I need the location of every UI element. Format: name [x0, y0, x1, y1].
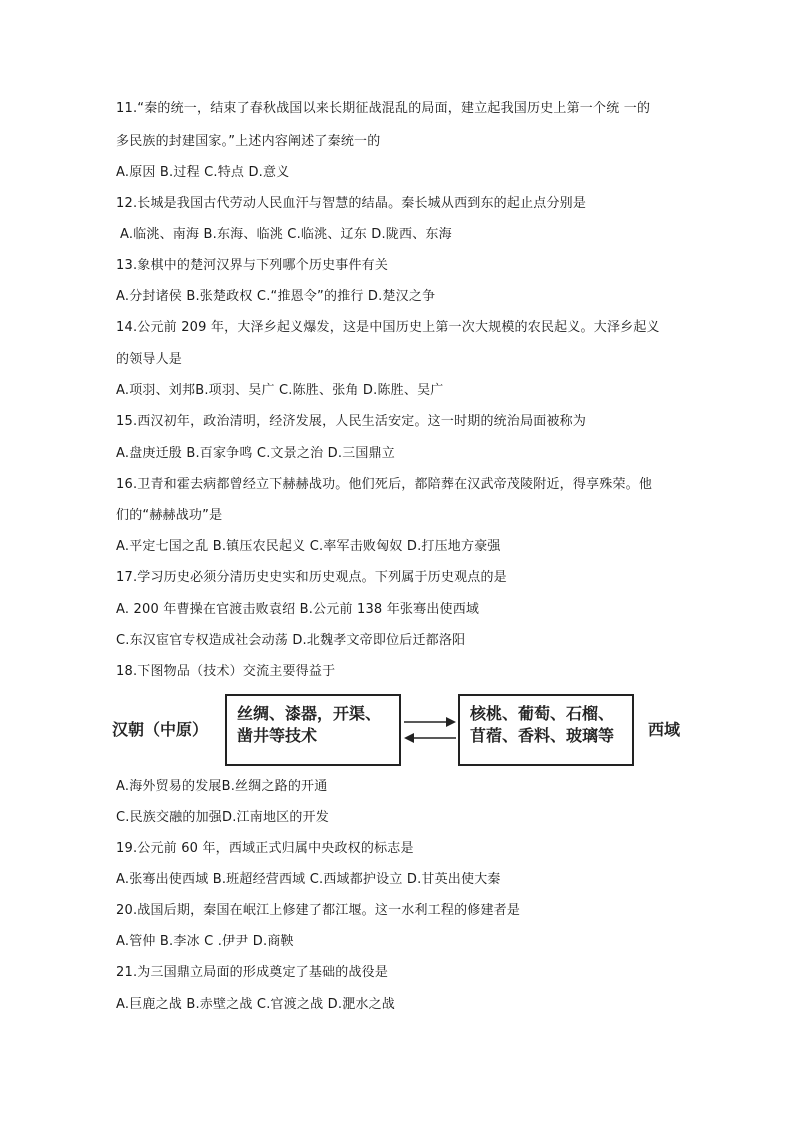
diagram-right-box-line2: 苜蓿、香料、玻璃等	[470, 726, 615, 745]
q17-options1: A. 200 年曹操在官渡击败袁绍 B.公元前 138 年张骞出使西域	[116, 602, 480, 617]
q17-options2: C.东汉宦官专权造成社会动荡 D.北魏孝文帝即位后迁都洛阳	[116, 633, 466, 648]
diagram-left-label: 汉朝（中原）	[112, 720, 209, 739]
q12-options: A.临洮、南海 B.东海、临洮 C.临洮、辽东 D.陇西、东海	[120, 227, 452, 242]
q14-line1: 14.公元前 209 年，大泽乡起义爆发，这是中国历史上第一次大规模的农民起义。大泽乡起义	[116, 320, 660, 335]
q13-options: A.分封诸侯 B.张楚政权 C.“推恩令”的推行 D.楚汉之争	[116, 289, 436, 304]
q15-options: A.盘庚迁殷 B.百家争鸣 C.文景之治 D.三国鼎立	[116, 446, 395, 461]
q14-options: A.项羽、刘邦B.项羽、吴广 C.陈胜、张角 D.陈胜、吴广	[116, 383, 444, 398]
q11-options: A.原因 B.过程 C.特点 D.意义	[116, 165, 290, 180]
q16-line2: 们的“赫赫战功”是	[116, 508, 223, 523]
q17-line1: 17.学习历史必须分清历史史实和历史观点。下列属于历史观点的是	[116, 570, 507, 585]
q18-options2: C.民族交融的加强D.江南地区的开发	[116, 810, 329, 825]
diagram-left-box	[225, 694, 401, 766]
q18-line1: 18.下图物品（技术）交流主要得益于	[116, 664, 336, 679]
q20-line1: 20.战国后期，秦国在岷江上修建了都江堰。这一水利工程的修建者是	[116, 903, 521, 918]
diagram-right-label: 西域	[648, 720, 681, 739]
q14-line2: 的领导人是	[116, 352, 183, 367]
diagram-right-box	[458, 694, 634, 766]
exchange-arrows-icon	[402, 710, 458, 750]
q21-options: A.巨鹿之战 B.赤壁之战 C.官渡之战 D.淝水之战	[116, 997, 395, 1012]
diagram-left-box-line1: 丝绸、漆器，开渠、	[237, 704, 382, 723]
q15-line1: 15.西汉初年，政治清明，经济发展，人民生活安定。这一时期的统治局面被称为	[116, 414, 587, 429]
q21-line1: 21.为三国鼎立局面的形成奠定了基础的战役是	[116, 965, 389, 980]
q11-line2: 多民族的封建国家。”上述内容阐述了秦统一的	[116, 134, 381, 149]
q19-line1: 19.公元前 60 年，西域正式归属中央政权的标志是	[116, 841, 414, 856]
diagram-right-box-line1: 核桃、葡萄、石榴、	[470, 704, 615, 723]
q16-options: A.平定七国之乱 B.镇压农民起义 C.率军击败匈奴 D.打压地方豪强	[116, 539, 501, 554]
q12-line1: 12.长城是我国古代劳动人民血汗与智慧的结晶。秦长城从西到东的起止点分别是	[116, 196, 587, 211]
q18-options1: A.海外贸易的发展B.丝绸之路的开通	[116, 779, 328, 794]
q11-line1: 11.“秦的统一，结束了春秋战国以来长期征战混乱的局面，建立起我国历史上第一个统 一的	[116, 101, 651, 116]
diagram-left-box-line2: 凿井等技术	[237, 726, 318, 745]
q20-options: A.管仲 B.李冰 C .伊尹 D.商鞅	[116, 934, 294, 949]
trade-diagram	[112, 692, 702, 774]
q16-line1: 16.卫青和霍去病都曾经立下赫赫战功。他们死后，都陪葬在汉武帝茂陵附近，得享殊荣。他	[116, 477, 653, 492]
q19-options: A.张骞出使西域 B.班超经营西域 C.西域都护设立 D.甘英出使大秦	[116, 872, 501, 887]
q13-line1: 13.象棋中的楚河汉界与下列哪个历史事件有关	[116, 258, 389, 273]
